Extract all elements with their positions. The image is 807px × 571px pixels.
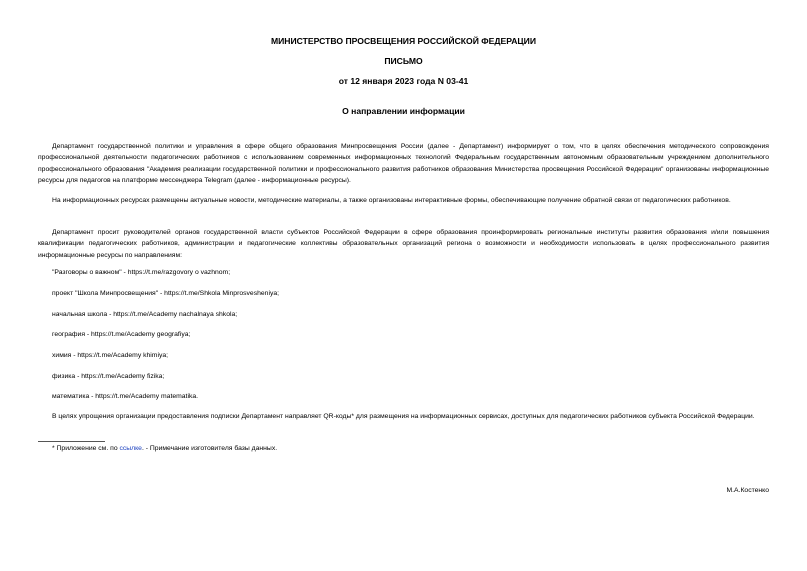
- list-item: "Разговоры о важном" - https://t.me/razgovory o vazhnom;: [52, 269, 231, 276]
- document-subject: О направлении информации: [342, 106, 465, 116]
- document-date-number: от 12 января 2023 года N 03-41: [338, 76, 469, 86]
- list-item: география - https://t.me/Academy geografiya;: [52, 331, 191, 338]
- list-item: физика - https://t.me/Academy fizika;: [52, 373, 165, 380]
- list-item: химия - https://t.me/Academy khimiya;: [52, 352, 169, 359]
- document-type: ПИСЬМО: [384, 56, 423, 66]
- list-item: математика - https://t.me/Academy matematika.: [52, 393, 199, 400]
- list-item: начальная школа - https://t.me/Academy nachalnaya shkola;: [52, 311, 238, 318]
- signature: М.А.Костенко: [726, 487, 769, 494]
- ministry-heading: МИНИСТЕРСТВО ПРОСВЕЩЕНИЯ РОССИЙСКОЙ ФЕДЕРАЦИИ: [270, 36, 537, 46]
- document-page: [38, 0, 769, 571]
- footnote-prefix: * Приложение см. по: [52, 445, 120, 452]
- paragraph-1: Департамент государственной политики и управления в сфере общего образования Минпросвещения России (далее - Департамент) информирует о том, что в целях обеспечения методического сопровождения профессиональной деятельности педагогических работников с использованием современных информационных технологий Федеральным государственным автономным образовательным учреждением дополнительного профессионального образования "Академия реализации государственной политики и профессионального развития работников образования Министерства просвещения Российской Федерации" организованы информационные ресурсы для педагогов на платформе мессенджера Telegram (далее - информационные ресурсы).: [38, 143, 769, 184]
- paragraph-4: В целях упрощения организации предоставления подписки Департамент направляет QR-коды* для размещения на информационных сервисах, доступных для педагогических работников субъекта Российской Федерации.: [52, 413, 755, 420]
- footnote: [52, 444, 277, 454]
- footnote-suffix: . - Примечание изготовителя базы данных.: [141, 445, 278, 452]
- footnote-link[interactable]: ссылке: [119, 445, 142, 452]
- list-item: проект "Школа Минпросвещения" - https://t.me/Shkola Minprosvesheniya;: [52, 290, 280, 297]
- paragraph-3: Департамент просит руководителей органов государственной власти субъектов Российской Федерации в сфере образования проинформировать региональные институты развития образования и/или повышения квалификации педагогических работников, администрации и педагогические коллективы образовательных организаций региона о возможности и необходимости использовать в целях профессионального развития информационные ресурсы по направлениям:: [38, 229, 769, 259]
- paragraph-2: На информационных ресурсах размещены актуальные новости, методические материалы, а также организованы интерактивные формы, обеспечивающие получение обратной связи от педагогических работников.: [52, 197, 731, 204]
- footnote-divider: [38, 441, 105, 442]
